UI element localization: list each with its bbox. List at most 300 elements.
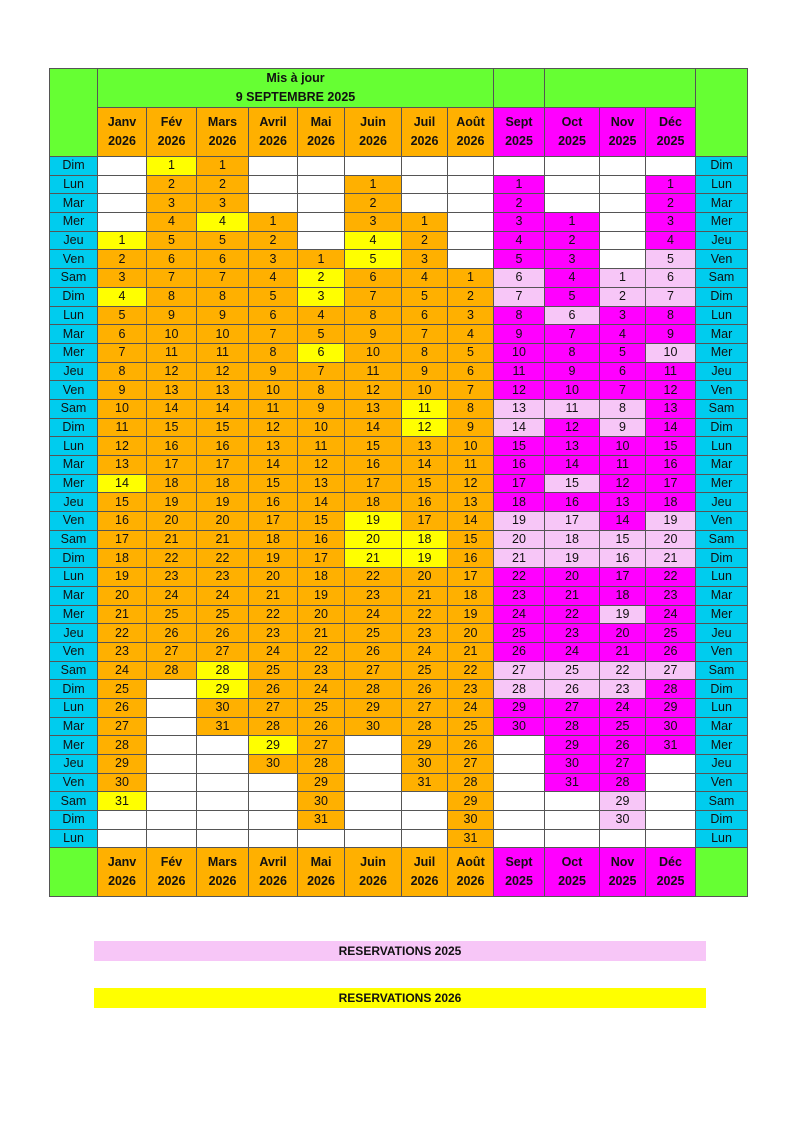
day-cell[interactable]: 23 <box>197 568 249 587</box>
day-cell[interactable]: 24 <box>600 698 646 717</box>
reserved-day-cell[interactable]: 3 <box>298 287 345 306</box>
day-cell[interactable]: 17 <box>448 568 494 587</box>
day-cell[interactable]: 16 <box>345 456 402 475</box>
day-cell[interactable]: 28 <box>345 680 402 699</box>
day-cell[interactable]: 19 <box>298 586 345 605</box>
reserved-day-cell[interactable]: 11 <box>402 399 448 418</box>
reserved-day-cell[interactable]: 6 <box>494 269 545 288</box>
day-cell[interactable]: 16 <box>298 530 345 549</box>
reserved-day-cell[interactable]: 29 <box>249 736 298 755</box>
day-cell[interactable]: 29 <box>402 736 448 755</box>
day-cell[interactable]: 7 <box>600 381 646 400</box>
day-cell[interactable]: 28 <box>545 717 600 736</box>
day-cell[interactable]: 18 <box>298 568 345 587</box>
reserved-day-cell[interactable]: 28 <box>197 661 249 680</box>
reserved-day-cell[interactable]: 26 <box>545 680 600 699</box>
reserved-day-cell[interactable]: 20 <box>345 530 402 549</box>
day-cell[interactable]: 5 <box>600 343 646 362</box>
day-cell[interactable]: 10 <box>545 381 600 400</box>
day-cell[interactable]: 24 <box>249 642 298 661</box>
day-cell[interactable]: 14 <box>600 512 646 531</box>
reserved-day-cell[interactable]: 1 <box>98 231 147 250</box>
day-cell[interactable]: 20 <box>298 605 345 624</box>
reserved-day-cell[interactable]: 1 <box>600 269 646 288</box>
day-cell[interactable]: 22 <box>147 549 197 568</box>
day-cell[interactable]: 11 <box>249 399 298 418</box>
day-cell[interactable]: 29 <box>494 698 545 717</box>
day-cell[interactable]: 14 <box>249 456 298 475</box>
day-cell[interactable]: 15 <box>147 418 197 437</box>
day-cell[interactable]: 23 <box>402 624 448 643</box>
day-cell[interactable]: 17 <box>494 474 545 493</box>
day-cell[interactable]: 15 <box>197 418 249 437</box>
day-cell[interactable]: 17 <box>249 512 298 531</box>
reserved-day-cell[interactable]: 21 <box>646 549 696 568</box>
day-cell[interactable]: 14 <box>646 418 696 437</box>
reserved-day-cell[interactable]: 19 <box>600 605 646 624</box>
day-cell[interactable]: 11 <box>197 343 249 362</box>
reserved-day-cell[interactable]: 4 <box>345 231 402 250</box>
day-cell[interactable]: 15 <box>646 437 696 456</box>
reserved-day-cell[interactable]: 6 <box>646 269 696 288</box>
day-cell[interactable]: 25 <box>402 661 448 680</box>
day-cell[interactable]: 24 <box>98 661 147 680</box>
day-cell[interactable]: 18 <box>646 493 696 512</box>
reserved-day-cell[interactable]: 6 <box>545 306 600 325</box>
reserved-day-cell[interactable]: 23 <box>600 680 646 699</box>
day-cell[interactable]: 4 <box>249 269 298 288</box>
reserved-day-cell[interactable]: 27 <box>646 661 696 680</box>
reserved-day-cell[interactable]: 11 <box>545 399 600 418</box>
reserved-day-cell[interactable]: 6 <box>298 343 345 362</box>
reserved-day-cell[interactable]: 15 <box>545 474 600 493</box>
day-cell[interactable]: 15 <box>402 474 448 493</box>
day-cell[interactable]: 4 <box>494 231 545 250</box>
reserved-day-cell[interactable]: 12 <box>402 418 448 437</box>
day-cell[interactable]: 5 <box>494 250 545 269</box>
reserved-day-cell[interactable]: 29 <box>600 792 646 811</box>
reserved-day-cell[interactable]: 5 <box>646 250 696 269</box>
day-cell[interactable]: 8 <box>147 287 197 306</box>
day-cell[interactable]: 7 <box>249 325 298 344</box>
day-cell[interactable]: 8 <box>249 343 298 362</box>
day-cell[interactable]: 7 <box>402 325 448 344</box>
day-cell[interactable]: 13 <box>147 381 197 400</box>
day-cell[interactable]: 25 <box>345 624 402 643</box>
day-cell[interactable]: 29 <box>98 755 147 774</box>
day-cell[interactable]: 12 <box>147 362 197 381</box>
day-cell[interactable]: 23 <box>494 586 545 605</box>
day-cell[interactable]: 13 <box>600 493 646 512</box>
day-cell[interactable]: 11 <box>600 456 646 475</box>
day-cell[interactable]: 24 <box>448 698 494 717</box>
day-cell[interactable]: 26 <box>600 736 646 755</box>
reserved-day-cell[interactable]: 2 <box>600 287 646 306</box>
day-cell[interactable]: 23 <box>249 624 298 643</box>
day-cell[interactable]: 21 <box>147 530 197 549</box>
reserved-day-cell[interactable]: 21 <box>494 549 545 568</box>
reserved-day-cell[interactable]: 15 <box>600 530 646 549</box>
day-cell[interactable]: 21 <box>600 642 646 661</box>
day-cell[interactable]: 15 <box>448 530 494 549</box>
day-cell[interactable]: 30 <box>646 717 696 736</box>
day-cell[interactable]: 6 <box>98 325 147 344</box>
reserved-day-cell[interactable]: 14 <box>98 474 147 493</box>
reserved-day-cell[interactable]: 30 <box>600 811 646 830</box>
day-cell[interactable]: 18 <box>147 474 197 493</box>
day-cell[interactable]: 26 <box>147 624 197 643</box>
day-cell[interactable]: 12 <box>494 381 545 400</box>
reserved-day-cell[interactable]: 18 <box>402 530 448 549</box>
day-cell[interactable]: 28 <box>147 661 197 680</box>
day-cell[interactable]: 24 <box>646 605 696 624</box>
day-cell[interactable]: 20 <box>249 568 298 587</box>
day-cell[interactable]: 12 <box>448 474 494 493</box>
reserved-day-cell[interactable]: 17 <box>545 512 600 531</box>
reserved-day-cell[interactable]: 20 <box>646 530 696 549</box>
day-cell[interactable]: 8 <box>98 362 147 381</box>
day-cell[interactable]: 6 <box>600 362 646 381</box>
day-cell[interactable]: 24 <box>345 605 402 624</box>
day-cell[interactable]: 29 <box>298 773 345 792</box>
day-cell[interactable]: 9 <box>298 399 345 418</box>
day-cell[interactable]: 29 <box>345 698 402 717</box>
day-cell[interactable]: 11 <box>298 437 345 456</box>
day-cell[interactable]: 16 <box>402 493 448 512</box>
day-cell[interactable]: 12 <box>545 418 600 437</box>
day-cell[interactable]: 14 <box>345 418 402 437</box>
day-cell[interactable]: 28 <box>98 736 147 755</box>
day-cell[interactable]: 28 <box>646 680 696 699</box>
day-cell[interactable]: 31 <box>646 736 696 755</box>
day-cell[interactable]: 16 <box>147 437 197 456</box>
day-cell[interactable]: 8 <box>545 343 600 362</box>
day-cell[interactable]: 9 <box>249 362 298 381</box>
day-cell[interactable]: 24 <box>494 605 545 624</box>
day-cell[interactable]: 12 <box>298 456 345 475</box>
day-cell[interactable]: 26 <box>448 736 494 755</box>
day-cell[interactable]: 10 <box>249 381 298 400</box>
reserved-day-cell[interactable]: 4 <box>197 213 249 232</box>
day-cell[interactable]: 15 <box>345 437 402 456</box>
day-cell[interactable]: 24 <box>147 586 197 605</box>
day-cell[interactable]: 3 <box>494 213 545 232</box>
day-cell[interactable]: 9 <box>147 306 197 325</box>
day-cell[interactable]: 24 <box>402 642 448 661</box>
day-cell[interactable]: 11 <box>494 362 545 381</box>
day-cell[interactable]: 9 <box>494 325 545 344</box>
day-cell[interactable]: 3 <box>98 269 147 288</box>
day-cell[interactable]: 21 <box>402 586 448 605</box>
day-cell[interactable]: 23 <box>345 586 402 605</box>
day-cell[interactable]: 29 <box>545 736 600 755</box>
day-cell[interactable]: 20 <box>448 624 494 643</box>
day-cell[interactable]: 1 <box>402 213 448 232</box>
day-cell[interactable]: 7 <box>298 362 345 381</box>
day-cell[interactable]: 19 <box>197 493 249 512</box>
day-cell[interactable]: 21 <box>98 605 147 624</box>
reserved-day-cell[interactable]: 10 <box>646 343 696 362</box>
day-cell[interactable]: 12 <box>249 418 298 437</box>
day-cell[interactable]: 25 <box>98 680 147 699</box>
day-cell[interactable]: 3 <box>345 213 402 232</box>
day-cell[interactable]: 11 <box>448 456 494 475</box>
day-cell[interactable]: 6 <box>249 306 298 325</box>
day-cell[interactable]: 24 <box>545 642 600 661</box>
day-cell[interactable]: 28 <box>600 773 646 792</box>
day-cell[interactable]: 6 <box>448 362 494 381</box>
day-cell[interactable]: 20 <box>197 512 249 531</box>
day-cell[interactable]: 10 <box>98 399 147 418</box>
day-cell[interactable]: 20 <box>147 512 197 531</box>
reserved-day-cell[interactable]: 8 <box>600 399 646 418</box>
day-cell[interactable]: 17 <box>646 474 696 493</box>
reserved-day-cell[interactable]: 19 <box>494 512 545 531</box>
day-cell[interactable]: 10 <box>147 325 197 344</box>
day-cell[interactable]: 8 <box>448 399 494 418</box>
day-cell[interactable]: 12 <box>345 381 402 400</box>
day-cell[interactable]: 22 <box>249 605 298 624</box>
day-cell[interactable]: 16 <box>545 493 600 512</box>
day-cell[interactable]: 5 <box>249 287 298 306</box>
day-cell[interactable]: 2 <box>98 250 147 269</box>
reserved-day-cell[interactable]: 22 <box>600 661 646 680</box>
day-cell[interactable]: 28 <box>402 717 448 736</box>
reserved-day-cell[interactable]: 28 <box>494 680 545 699</box>
day-cell[interactable]: 18 <box>197 474 249 493</box>
day-cell[interactable]: 13 <box>249 437 298 456</box>
day-cell[interactable]: 16 <box>646 456 696 475</box>
day-cell[interactable]: 17 <box>600 568 646 587</box>
day-cell[interactable]: 1 <box>646 175 696 194</box>
day-cell[interactable]: 28 <box>448 773 494 792</box>
day-cell[interactable]: 13 <box>98 456 147 475</box>
day-cell[interactable]: 18 <box>448 586 494 605</box>
day-cell[interactable]: 11 <box>345 362 402 381</box>
day-cell[interactable]: 4 <box>147 213 197 232</box>
day-cell[interactable]: 15 <box>249 474 298 493</box>
day-cell[interactable]: 4 <box>545 269 600 288</box>
day-cell[interactable]: 7 <box>147 269 197 288</box>
day-cell[interactable]: 23 <box>298 661 345 680</box>
day-cell[interactable]: 30 <box>197 698 249 717</box>
day-cell[interactable]: 14 <box>402 456 448 475</box>
day-cell[interactable]: 27 <box>98 717 147 736</box>
day-cell[interactable]: 10 <box>345 343 402 362</box>
day-cell[interactable]: 3 <box>448 306 494 325</box>
day-cell[interactable]: 17 <box>402 512 448 531</box>
reserved-day-cell[interactable]: 7 <box>646 287 696 306</box>
day-cell[interactable]: 21 <box>249 586 298 605</box>
day-cell[interactable]: 27 <box>197 642 249 661</box>
day-cell[interactable]: 27 <box>448 755 494 774</box>
day-cell[interactable]: 27 <box>345 661 402 680</box>
day-cell[interactable]: 10 <box>494 343 545 362</box>
reserved-day-cell[interactable]: 19 <box>345 512 402 531</box>
day-cell[interactable]: 6 <box>147 250 197 269</box>
day-cell[interactable]: 2 <box>147 175 197 194</box>
day-cell[interactable]: 3 <box>147 194 197 213</box>
day-cell[interactable]: 16 <box>197 437 249 456</box>
day-cell[interactable]: 14 <box>448 512 494 531</box>
reserved-day-cell[interactable]: 4 <box>98 287 147 306</box>
day-cell[interactable]: 16 <box>494 456 545 475</box>
day-cell[interactable]: 5 <box>298 325 345 344</box>
day-cell[interactable]: 26 <box>98 698 147 717</box>
day-cell[interactable]: 26 <box>197 624 249 643</box>
day-cell[interactable]: 8 <box>197 287 249 306</box>
day-cell[interactable]: 18 <box>98 549 147 568</box>
day-cell[interactable]: 30 <box>345 717 402 736</box>
day-cell[interactable]: 14 <box>298 493 345 512</box>
day-cell[interactable]: 20 <box>98 586 147 605</box>
day-cell[interactable]: 16 <box>98 512 147 531</box>
day-cell[interactable]: 2 <box>249 231 298 250</box>
day-cell[interactable]: 3 <box>197 194 249 213</box>
day-cell[interactable]: 16 <box>448 549 494 568</box>
day-cell[interactable]: 3 <box>646 213 696 232</box>
reserved-day-cell[interactable]: 19 <box>402 549 448 568</box>
day-cell[interactable]: 29 <box>646 698 696 717</box>
day-cell[interactable]: 22 <box>298 642 345 661</box>
day-cell[interactable]: 30 <box>249 755 298 774</box>
day-cell[interactable]: 2 <box>646 194 696 213</box>
day-cell[interactable]: 21 <box>448 642 494 661</box>
day-cell[interactable]: 31 <box>298 811 345 830</box>
day-cell[interactable]: 3 <box>249 250 298 269</box>
reserved-day-cell[interactable]: 9 <box>600 418 646 437</box>
day-cell[interactable]: 31 <box>197 717 249 736</box>
day-cell[interactable]: 8 <box>494 306 545 325</box>
day-cell[interactable]: 4 <box>600 325 646 344</box>
day-cell[interactable]: 8 <box>298 381 345 400</box>
day-cell[interactable]: 11 <box>646 362 696 381</box>
day-cell[interactable]: 30 <box>402 755 448 774</box>
day-cell[interactable]: 7 <box>545 325 600 344</box>
day-cell[interactable]: 9 <box>197 306 249 325</box>
day-cell[interactable]: 2 <box>494 194 545 213</box>
day-cell[interactable]: 5 <box>98 306 147 325</box>
day-cell[interactable]: 14 <box>545 456 600 475</box>
day-cell[interactable]: 26 <box>345 642 402 661</box>
day-cell[interactable]: 30 <box>448 811 494 830</box>
day-cell[interactable]: 18 <box>249 530 298 549</box>
day-cell[interactable]: 4 <box>298 306 345 325</box>
day-cell[interactable]: 25 <box>600 717 646 736</box>
day-cell[interactable]: 25 <box>646 624 696 643</box>
day-cell[interactable]: 12 <box>600 474 646 493</box>
day-cell[interactable]: 4 <box>402 269 448 288</box>
day-cell[interactable]: 28 <box>298 755 345 774</box>
day-cell[interactable]: 13 <box>545 437 600 456</box>
day-cell[interactable]: 10 <box>448 437 494 456</box>
day-cell[interactable]: 22 <box>402 605 448 624</box>
day-cell[interactable]: 22 <box>545 605 600 624</box>
day-cell[interactable]: 18 <box>494 493 545 512</box>
day-cell[interactable]: 1 <box>298 250 345 269</box>
day-cell[interactable]: 9 <box>448 418 494 437</box>
day-cell[interactable]: 9 <box>98 381 147 400</box>
day-cell[interactable]: 13 <box>345 399 402 418</box>
day-cell[interactable]: 26 <box>494 642 545 661</box>
day-cell[interactable]: 13 <box>298 474 345 493</box>
reserved-day-cell[interactable]: 31 <box>98 792 147 811</box>
day-cell[interactable]: 21 <box>298 624 345 643</box>
day-cell[interactable]: 3 <box>545 250 600 269</box>
day-cell[interactable]: 20 <box>545 568 600 587</box>
day-cell[interactable]: 7 <box>345 287 402 306</box>
reserved-day-cell[interactable]: 19 <box>646 512 696 531</box>
day-cell[interactable]: 26 <box>249 680 298 699</box>
day-cell[interactable]: 31 <box>448 829 494 848</box>
day-cell[interactable]: 15 <box>298 512 345 531</box>
reserved-day-cell[interactable]: 2 <box>298 269 345 288</box>
day-cell[interactable]: 3 <box>402 250 448 269</box>
reserved-day-cell[interactable]: 29 <box>197 680 249 699</box>
day-cell[interactable]: 28 <box>249 717 298 736</box>
reserved-day-cell[interactable]: 25 <box>545 661 600 680</box>
day-cell[interactable]: 16 <box>249 493 298 512</box>
day-cell[interactable]: 13 <box>197 381 249 400</box>
day-cell[interactable]: 18 <box>600 586 646 605</box>
reserved-day-cell[interactable]: 27 <box>494 661 545 680</box>
day-cell[interactable]: 12 <box>98 437 147 456</box>
day-cell[interactable]: 21 <box>197 530 249 549</box>
day-cell[interactable]: 17 <box>147 456 197 475</box>
day-cell[interactable]: 11 <box>98 418 147 437</box>
day-cell[interactable]: 24 <box>298 680 345 699</box>
day-cell[interactable]: 25 <box>197 605 249 624</box>
day-cell[interactable]: 7 <box>98 343 147 362</box>
day-cell[interactable]: 9 <box>646 325 696 344</box>
day-cell[interactable]: 6 <box>402 306 448 325</box>
day-cell[interactable]: 19 <box>448 605 494 624</box>
reserved-day-cell[interactable]: 18 <box>545 530 600 549</box>
day-cell[interactable]: 5 <box>448 343 494 362</box>
day-cell[interactable]: 10 <box>600 437 646 456</box>
day-cell[interactable]: 14 <box>147 399 197 418</box>
day-cell[interactable]: 9 <box>345 325 402 344</box>
day-cell[interactable]: 13 <box>646 399 696 418</box>
reserved-day-cell[interactable]: 19 <box>545 549 600 568</box>
day-cell[interactable]: 12 <box>646 381 696 400</box>
day-cell[interactable]: 23 <box>646 586 696 605</box>
day-cell[interactable]: 26 <box>298 717 345 736</box>
reserved-day-cell[interactable]: 16 <box>600 549 646 568</box>
day-cell[interactable]: 3 <box>600 306 646 325</box>
day-cell[interactable]: 9 <box>545 362 600 381</box>
day-cell[interactable]: 25 <box>448 717 494 736</box>
day-cell[interactable]: 6 <box>197 250 249 269</box>
day-cell[interactable]: 30 <box>98 773 147 792</box>
day-cell[interactable]: 27 <box>600 755 646 774</box>
day-cell[interactable]: 13 <box>448 493 494 512</box>
day-cell[interactable]: 17 <box>298 549 345 568</box>
day-cell[interactable]: 1 <box>249 213 298 232</box>
day-cell[interactable]: 31 <box>402 773 448 792</box>
day-cell[interactable]: 21 <box>545 586 600 605</box>
day-cell[interactable]: 26 <box>402 680 448 699</box>
day-cell[interactable]: 4 <box>448 325 494 344</box>
day-cell[interactable]: 2 <box>448 287 494 306</box>
day-cell[interactable]: 13 <box>402 437 448 456</box>
day-cell[interactable]: 1 <box>494 175 545 194</box>
day-cell[interactable]: 20 <box>600 624 646 643</box>
day-cell[interactable]: 2 <box>545 231 600 250</box>
day-cell[interactable]: 25 <box>147 605 197 624</box>
reserved-day-cell[interactable]: 13 <box>494 399 545 418</box>
day-cell[interactable]: 1 <box>345 175 402 194</box>
